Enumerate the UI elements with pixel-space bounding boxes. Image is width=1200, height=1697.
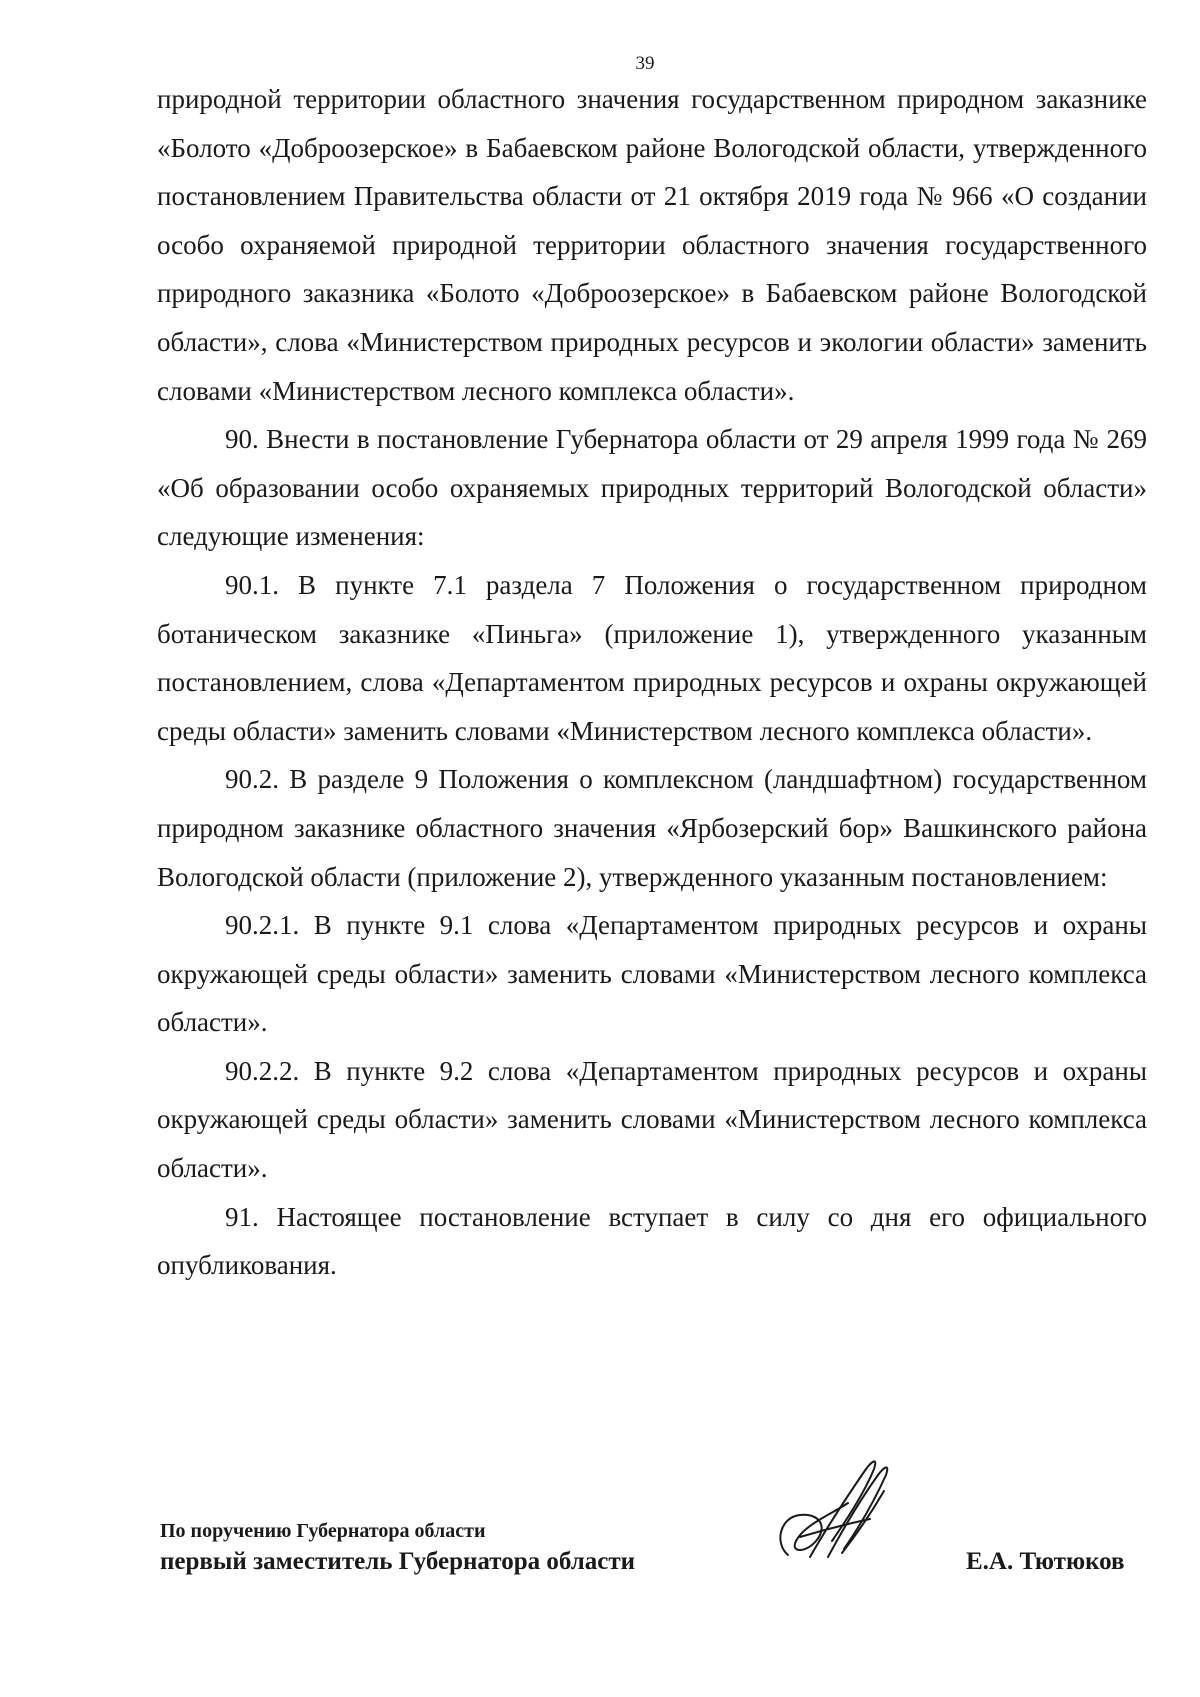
paragraph-item-90-2-1: 90.2.1. В пункте 9.1 слова «Департаментом природных ресурсов и охраны окружающей среды области» заменить словами «Министерством лесного комплекса области». <box>157 910 1147 1038</box>
signature-title-line1: По поручению Губернатора области <box>160 1520 486 1542</box>
paragraph-item-90: 90. Внести в постановление Губернатора области от 29 апреля 1999 года № 269 «Об образовании особо охраняемых природных территорий Вологодской области» следующие изменения: <box>157 424 1147 552</box>
document-body <box>157 75 1147 1290</box>
paragraph-item-90-2: 90.2. В разделе 9 Положения о комплексном (ландшафтном) государственном природном заказнике областного значения «Ярбозерский бор» Вашкинского района Вологодской области (приложение 2), утвержденного указанным постановлением: <box>157 764 1147 892</box>
signature-title-block <box>160 1516 635 1578</box>
signature-title-line2: первый заместитель Губернатора области <box>160 1548 636 1575</box>
paragraph-continuation: природной территории областного значения государственном природном заказнике «Болото «Доброозерское» в Бабаевском районе Вологодской области, утвержденного постановлением Правительства области от 21 октября 2019 года № 966 «О создании особо охраняемой природной территории областного значения государственного природного заказника «Болото «Доброозерское» в Бабаевском районе Вологодской области», слова «Министерством природных ресурсов и экологии области» заменить словами «Министерством лесного комплекса области». <box>157 84 1147 406</box>
signer-name: Е.А. Тютюков <box>966 1548 1125 1575</box>
handwritten-signature <box>770 1445 900 1570</box>
paragraph-item-91: 91. Настоящее постановление вступает в силу со дня его официального опубликования. <box>157 1201 1147 1281</box>
paragraph-item-90-2-2: 90.2.2. В пункте 9.2 слова «Департаментом природных ресурсов и охраны окружающей среды области» заменить словами «Министерством лесного комплекса области». <box>157 1055 1147 1184</box>
paragraph-item-90-1: 90.1. В пункте 7.1 раздела 7 Положения о государственном природном ботаническом заказнике «Пиньга» (приложение 1), утвержденного указанным постановлением, слова «Департаментом природных ресурсов и охраны окружающей среды области» заменить словами «Министерством лесного комплекса области». <box>157 569 1147 746</box>
page-number: 39 <box>635 53 655 74</box>
